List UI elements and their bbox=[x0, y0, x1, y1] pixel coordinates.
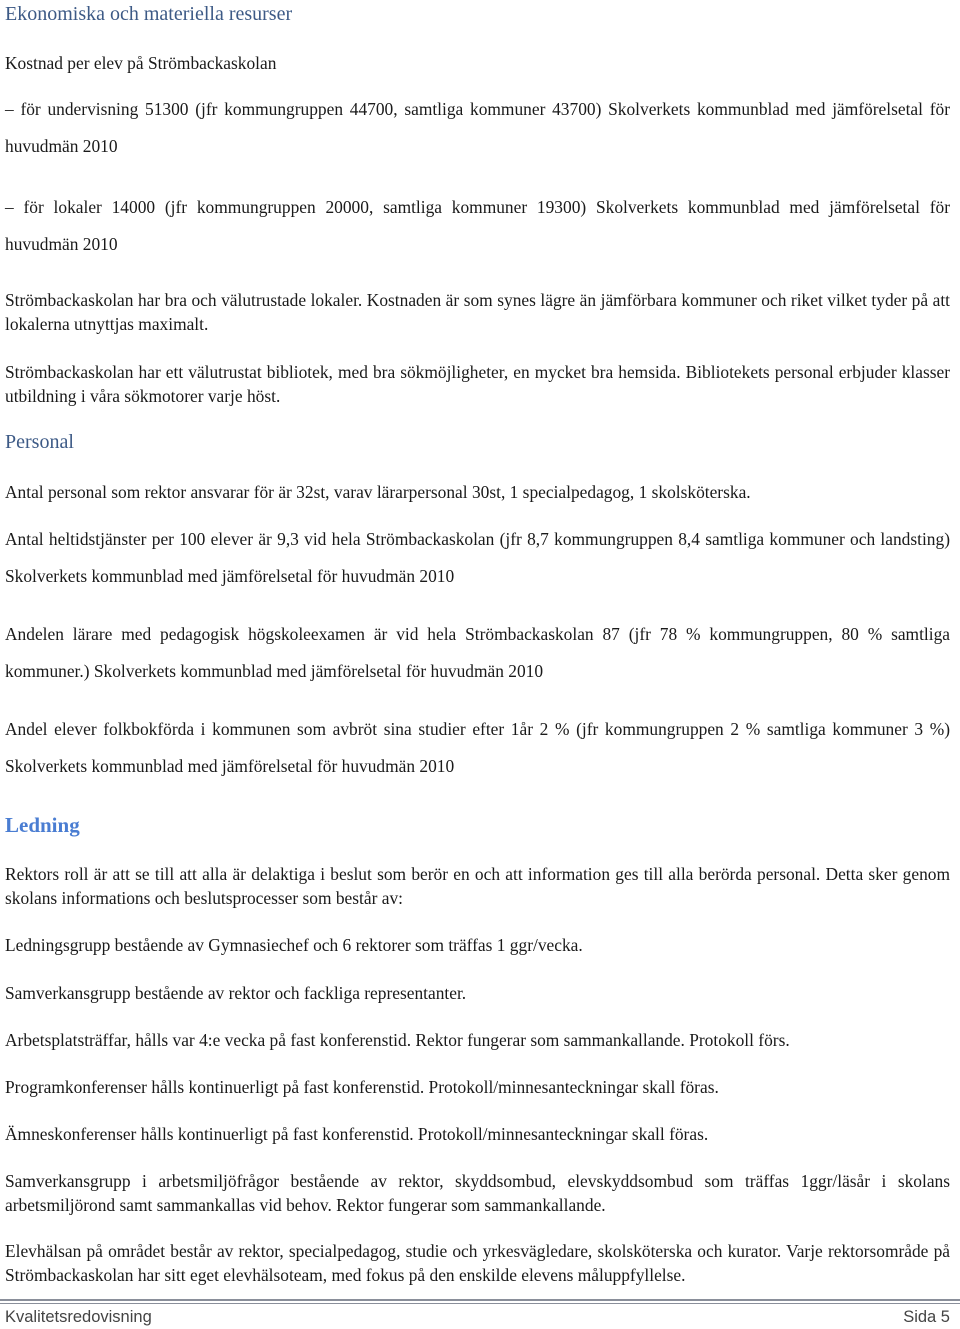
program-conferences: Programkonferenser hålls kontinuerligt på fast konferenstid. Protokoll/minnesanteckningar skall föras. bbox=[5, 1077, 719, 1097]
fulltime-staff: Antal heltidstjänster per 100 elever är 9,3 vid hela Strömbackaskolan (jfr 8,7 kommungruppen 8,4 samtliga kommuner och landsting) Skolverkets kommunblad med jämförelsetal för huvudmän 2010 bbox=[5, 529, 950, 586]
workplace-meetings: Arbetsplatsträffar, hålls var 4:e vecka på fast konferenstid. Rektor fungerar som sammankallande. Protokoll förs. bbox=[5, 1030, 790, 1050]
page-number: Sida 5 bbox=[903, 1308, 950, 1326]
personal-heading: Personal bbox=[5, 431, 74, 453]
premises-text: Strömbackaskolan har bra och välutrustade lokaler. Kostnaden är som synes lägre än jämförbara kommuner och riket vilket tyder på att lokalerna utnyttjas maximalt. bbox=[5, 290, 950, 334]
teacher-share: Andelen lärare med pedagogisk högskoleexamen är vid hela Strömbackaskolan 87 (jfr 78 % kommungruppen, 80 % samtliga kommuner.) Skolverkets kommunblad med jämförelsetal för huvudmän 2010 bbox=[5, 624, 950, 681]
leadership-intro: Rektors roll är att se till att alla är delaktiga i beslut som berör en och att information ges till alla berörda personal. Detta sker genom skolans informations och beslutsprocesser som består av: bbox=[5, 864, 950, 908]
student-health: Elevhälsan på området består av rektor, specialpedagog, studie och yrkesvägledare, skolsköterska och kurator. Varje rektorsområde på Strömbackaskolan har sitt eget elevhälsoteam, med fokus på den enskilde elevens måluppfyllelse. bbox=[5, 1241, 950, 1285]
leadership-heading: Ledning bbox=[5, 813, 80, 837]
cooperation-group: Samverkansgrupp bestående av rektor och fackliga representanter. bbox=[5, 983, 467, 1003]
library-text: Strömbackaskolan har ett välutrustat bibliotek, med bra sökmöjligheter, en mycket bra hemsida. Bibliotekets personal erbjuder klasser utbildning i våra sökmotorer varje höst. bbox=[5, 362, 950, 406]
footer-divider-thin bbox=[0, 1303, 960, 1304]
cost-heading: Kostnad per elev på Strömbackaskolan bbox=[5, 53, 277, 73]
footer-title: Kvalitetsredovisning bbox=[5, 1308, 152, 1326]
staff-count: Antal personal som rektor ansvarar för är 32st, varav lärarpersonal 30st, 1 specialpedagog, 1 skolsköterska. bbox=[5, 482, 751, 502]
cost-premises: – för lokaler 14000 (jfr kommungruppen 20000, samtliga kommuner 19300) Skolverkets kommunblad med jämförelsetal för huvudmän 2010 bbox=[5, 197, 950, 254]
dropout-share: Andel elever folkbokförda i kommunen som avbröt sina studier efter 1år 2 % (jfr kommungruppen 2 % samtliga kommuner 3 %) Skolverkets kommunblad med jämförelsetal för huvudmän 2010 bbox=[5, 719, 950, 776]
resources-heading: Ekonomiska och materiella resurser bbox=[5, 3, 293, 25]
work-environment: Samverkansgrupp i arbetsmiljöfrågor bestående av rektor, skyddsombud, elevskyddsombud som träffas 1ggr/läsår i skolans arbetsmiljörond samt sammankallas vid behov. Rektor fungerar som sammankallande. bbox=[5, 1171, 950, 1215]
leadership-group: Ledningsgrupp bestående av Gymnasiechef och 6 rektorer som träffas 1 ggr/vecka. bbox=[5, 935, 583, 955]
cost-teaching: – för undervisning 51300 (jfr kommungruppen 44700, samtliga kommuner 43700) Skolverkets kommunblad med jämförelsetal för huvudmän 2010 bbox=[5, 99, 950, 156]
subject-conferences: Ämneskonferenser hålls kontinuerligt på fast konferenstid. Protokoll/minnesanteckningar skall föras. bbox=[5, 1124, 709, 1144]
footer-divider-thick bbox=[0, 1299, 960, 1301]
